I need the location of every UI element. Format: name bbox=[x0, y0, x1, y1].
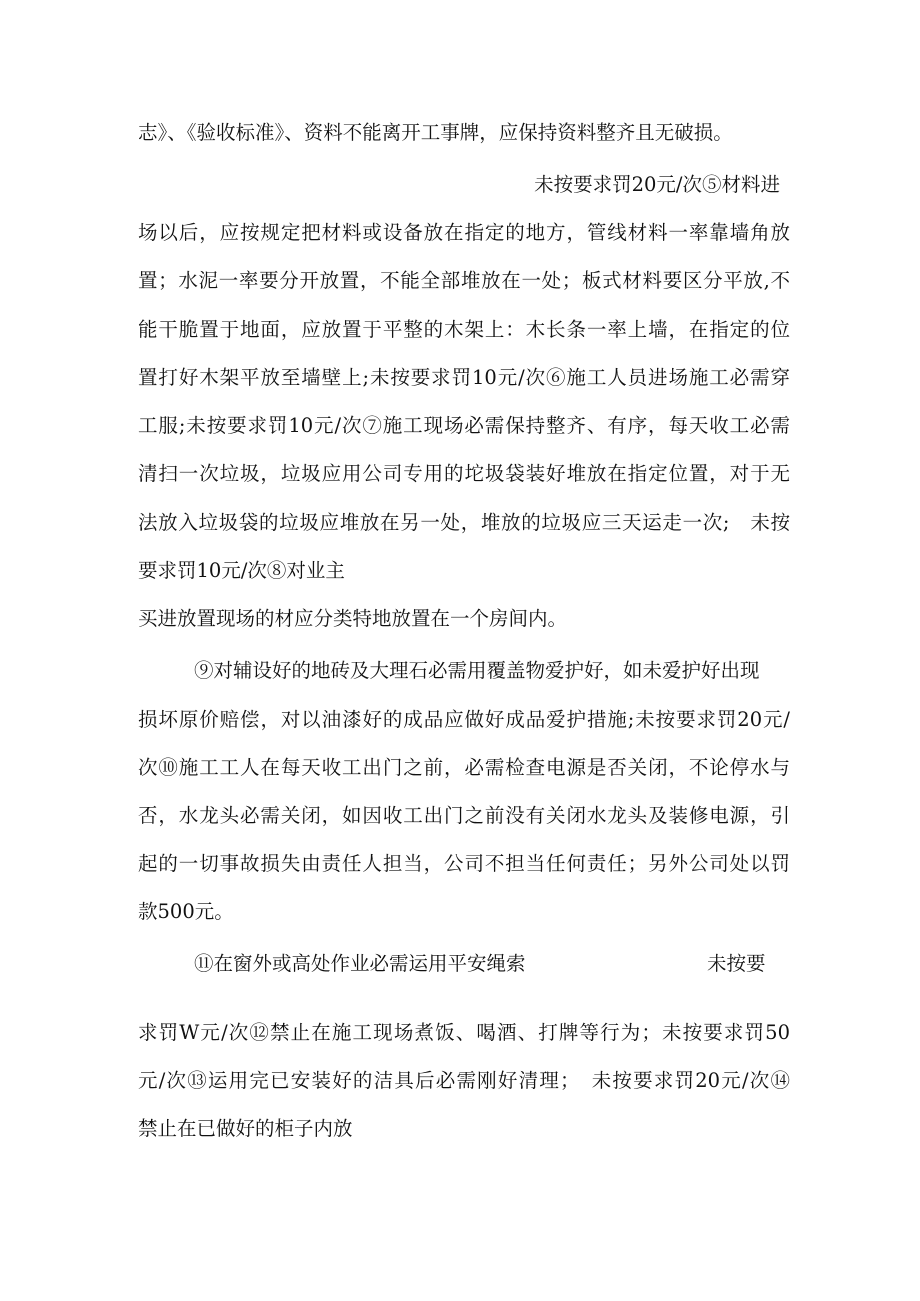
text-line-3: 场以后，应按规定把材料或设备放在指定的地方，管线材料一率靠墙角放 bbox=[138, 221, 790, 244]
text-line-20: 元/次⑬运用完已安装好的洁具后必需刚好清理； 未按要求罚20元/次⑭ bbox=[138, 1069, 790, 1092]
text-line-13: 损坏原价赔偿，对以油漆好的成品应做好成品爱护措施;未按要求罚20元/ bbox=[138, 708, 790, 731]
text-line-19: 求罚W元/次⑫禁止在施工现场煮饭、喝酒、打牌等行为；未按要求罚50 bbox=[138, 1021, 790, 1044]
text-line-8: 清扫一次垃圾，垃圾应用公司专用的坨圾袋装好堆放在指定位置，对于无 bbox=[138, 462, 790, 485]
text-line-12: ⑨对辅设好的地砖及大理石必需用覆盖物爱护好，如未爱护好出现 bbox=[194, 659, 760, 682]
text-line-21: 禁止在已做好的柜子内放 bbox=[138, 1117, 353, 1140]
text-line-2: 未按要求罚20元/次⑤材料进 bbox=[534, 173, 780, 196]
text-line-6: 置打好木架平放至墙壁上;未按要求罚10元/次⑥施工人员进场施工必需穿 bbox=[138, 366, 790, 389]
text-line-11: 买进放置现场的材应分类特地放置在一个房间内。 bbox=[138, 607, 568, 630]
text-line-1: 志》、《验收标准》、资料不能离开工事牌，应保持资料整齐且无破损。 bbox=[138, 121, 733, 144]
text-line-5: 能干脆置于地面，应放置于平整的木架上：木长条一率上墙，在指定的位 bbox=[138, 318, 790, 341]
text-line-4: 置；水泥一率要分开放置，不能全部堆放在一处；板式材料要区分平放,不 bbox=[138, 269, 790, 292]
text-line-18b: 未按要 bbox=[707, 952, 766, 975]
text-line-7: 工服;未按要求罚10元/次⑦施工现场必需保持整齐、有序，每天收工必需 bbox=[138, 414, 790, 437]
text-line-18a: ⑪在窗外或高处作业必需运用平安绳索 bbox=[194, 952, 526, 975]
text-line-10: 要求罚10元/次⑧对业主 bbox=[138, 559, 345, 582]
text-line-17: 款500元。 bbox=[138, 900, 234, 923]
text-line-16: 起的一切事故损失由责任人担当，公司不担当任何责任；另外公司处以罚 bbox=[138, 852, 790, 875]
text-line-14: 次⑩施工工人在每天收工出门之前，必需检查电源是否关闭，不论停水与 bbox=[138, 756, 790, 779]
text-line-9: 法放入垃圾袋的垃圾应堆放在另一处，堆放的垃圾应三天运走一次; 未按 bbox=[138, 511, 790, 534]
text-line-15: 否，水龙头必需关闭，如因收工出门之前没有关闭水龙头及装修电源，引 bbox=[138, 804, 790, 827]
